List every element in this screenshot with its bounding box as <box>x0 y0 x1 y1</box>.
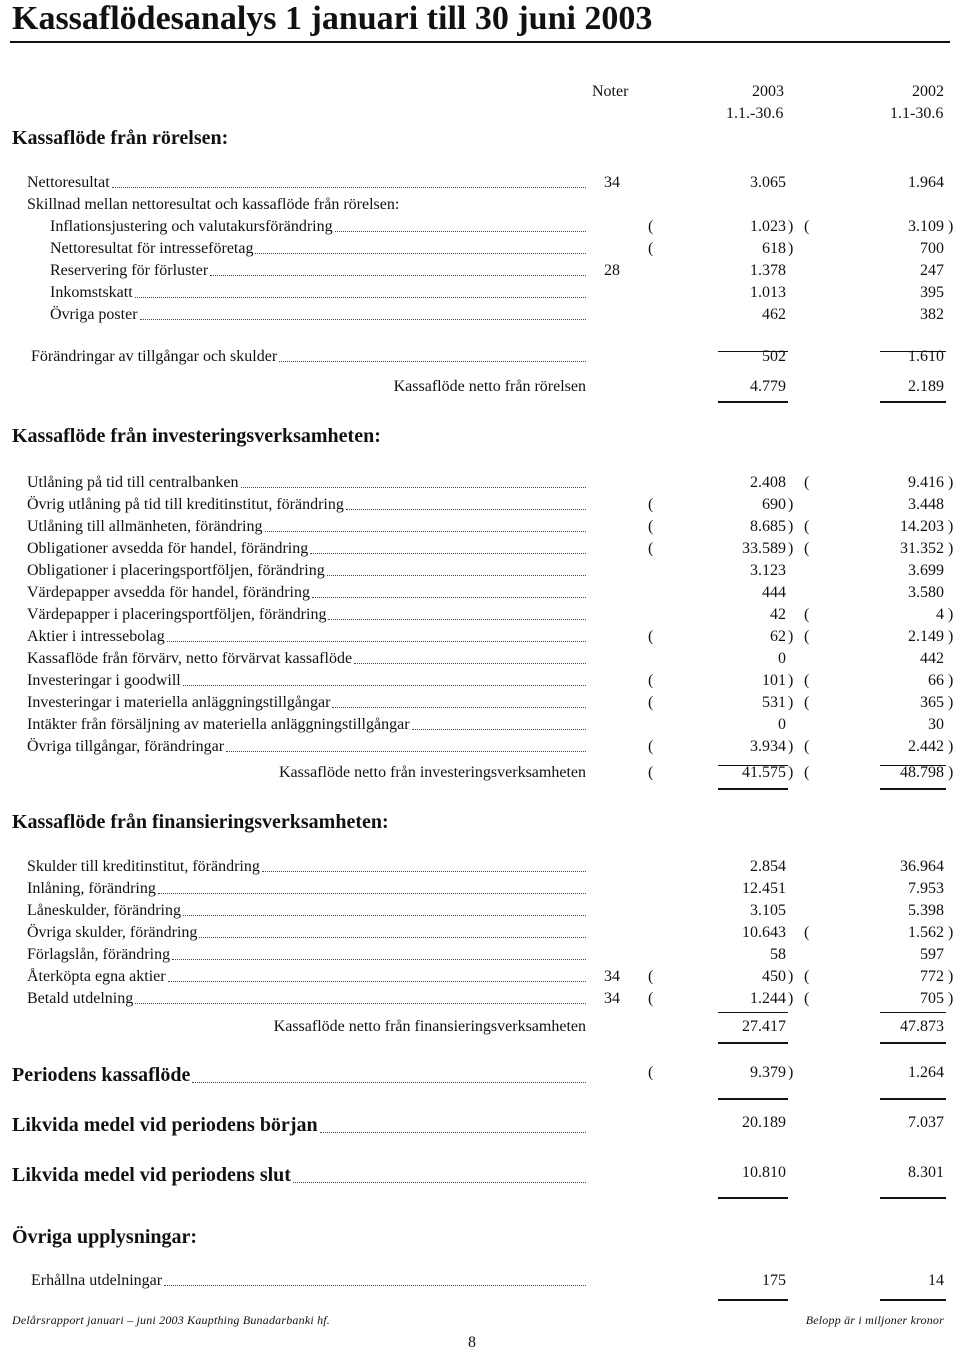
row-label-text: Investeringar i goodwill <box>27 672 181 689</box>
value-2003: 8.685 <box>750 518 786 535</box>
open-paren-2002: ( <box>804 738 810 755</box>
row-label-text: Skulder till kreditinstitut, förändring <box>27 858 260 875</box>
value-2003: 3.065 <box>750 174 786 191</box>
open-paren-2003: ( <box>648 496 654 513</box>
open-paren-2003: ( <box>648 518 654 535</box>
open-paren-2002: ( <box>804 968 810 985</box>
dot-leader <box>262 870 586 872</box>
close-paren-2002: ) <box>948 694 954 711</box>
row-label-text: Kassaflöde netto från rörelsen <box>393 378 586 395</box>
value-2003: 12.451 <box>742 880 786 897</box>
value-2003: 1.378 <box>750 262 786 279</box>
row-label-text: Inflationsjustering och valutakursförändring <box>50 218 333 235</box>
row-label-text: Utlåning på tid till centralbanken <box>27 474 239 491</box>
value-2002: 1.610 <box>908 348 944 365</box>
row-label <box>27 968 586 986</box>
open-paren-2003: ( <box>648 628 654 645</box>
value-2003: 462 <box>762 306 786 323</box>
value-2003: 175 <box>762 1272 786 1289</box>
close-paren-2003: ) <box>788 496 794 513</box>
total-rule-2002 <box>880 1299 946 1301</box>
value-2003: 531 <box>762 694 786 711</box>
value-2003: 2.854 <box>750 858 786 875</box>
value-2003: 1.023 <box>750 218 786 235</box>
total-rule-2002 <box>880 401 946 403</box>
value-2002: 2.149 <box>908 628 944 645</box>
value-2003: 0 <box>778 716 786 733</box>
row-label-text: Utlåning till allmänheten, förändring <box>27 518 263 535</box>
row-label <box>31 348 586 366</box>
dot-leader <box>332 706 586 708</box>
dot-leader <box>199 936 586 938</box>
open-paren-2002: ( <box>804 540 810 557</box>
row-label <box>27 518 586 536</box>
row-label-text: Skillnad mellan nettoresultat och kassaflöde från rörelsen: <box>27 196 400 213</box>
table-row <box>0 306 960 326</box>
dot-leader <box>168 980 586 982</box>
value-2002: 66 <box>928 672 944 689</box>
table-row <box>0 196 960 216</box>
close-paren-2003: ) <box>788 518 794 535</box>
open-paren-2002: ( <box>804 628 810 645</box>
open-paren-2002: ( <box>804 990 810 1007</box>
row-label <box>50 218 586 236</box>
value-2002: 9.416 <box>908 474 944 491</box>
section-heading-operating: Kassaflöde från rörelsen: <box>12 127 229 149</box>
row-label <box>27 716 586 734</box>
table-row <box>0 1164 960 1184</box>
dot-leader <box>226 750 586 752</box>
dot-leader <box>210 274 586 276</box>
row-label <box>50 240 586 258</box>
value-2002: 30 <box>928 716 944 733</box>
row-label-text: Förändringar av tillgångar och skulder <box>31 348 278 365</box>
row-label <box>150 1018 586 1036</box>
row-label-text: Intäkter från försäljning av materiella anläggningstillgångar <box>27 716 410 733</box>
column-header-2002-period: 1.1-30.6 <box>890 105 944 122</box>
total-rule-2003 <box>718 1299 788 1301</box>
page-number: 8 <box>468 1334 476 1351</box>
dot-leader <box>140 318 586 320</box>
column-header-2003-year: 2003 <box>752 83 784 100</box>
table-row <box>0 1272 960 1292</box>
table-row <box>0 902 960 922</box>
table-row <box>0 968 960 988</box>
value-2002: 1.264 <box>908 1064 944 1081</box>
column-header-noter: Noter <box>592 83 629 100</box>
row-label <box>27 880 586 898</box>
open-paren-2003: ( <box>648 694 654 711</box>
value-2003: 41.575 <box>742 764 786 781</box>
close-paren-2002: ) <box>948 474 954 491</box>
table-row <box>0 880 960 900</box>
open-paren-2003: ( <box>648 218 654 235</box>
dot-leader <box>135 1002 586 1004</box>
row-label-text: Nettoresultat <box>27 174 110 191</box>
table-row <box>0 946 960 966</box>
dot-leader <box>335 230 586 232</box>
row-label-text: Återköpta egna aktier <box>27 968 166 985</box>
value-2003: 3.105 <box>750 902 786 919</box>
open-paren-2003: ( <box>648 240 654 257</box>
dot-leader <box>241 486 587 488</box>
dot-leader <box>346 508 586 510</box>
subtotal-rule-2003 <box>718 1012 788 1013</box>
close-paren-2002: ) <box>948 628 954 645</box>
table-row <box>0 628 960 648</box>
open-paren-2002: ( <box>804 764 810 781</box>
total-rule-2003 <box>718 1197 788 1199</box>
value-2003: 1.244 <box>750 990 786 1007</box>
row-label-text: Värdepapper avsedda för handel, förändring <box>27 584 310 601</box>
value-2002: 36.964 <box>900 858 944 875</box>
close-paren-2002: ) <box>948 968 954 985</box>
value-2003: 9.379 <box>750 1064 786 1081</box>
page-title: Kassaflödesanalys 1 januari till 30 juni 2003 <box>12 0 653 37</box>
row-label <box>12 1114 586 1137</box>
value-2003: 0 <box>778 650 786 667</box>
table-row <box>0 1018 960 1038</box>
dot-leader <box>167 640 586 642</box>
row-label <box>12 1164 586 1187</box>
row-label-text: Förlagslån, förändring <box>27 946 171 963</box>
table-row <box>0 218 960 238</box>
open-paren-2002: ( <box>804 474 810 491</box>
note-cell: 34 <box>604 990 620 1007</box>
close-paren-2003: ) <box>788 990 794 1007</box>
value-2002: 14 <box>928 1272 944 1289</box>
close-paren-2003: ) <box>788 628 794 645</box>
row-label <box>27 196 399 214</box>
value-2003: 10.810 <box>742 1164 786 1181</box>
value-2002: 382 <box>920 306 944 323</box>
footer-currency-note: Belopp är i miljoner kronor <box>805 1313 944 1327</box>
value-2002: 47.873 <box>900 1018 944 1035</box>
row-label-text: Likvida medel vid periodens början <box>12 1114 318 1136</box>
row-label <box>27 902 586 920</box>
close-paren-2003: ) <box>788 218 794 235</box>
value-2003: 690 <box>762 496 786 513</box>
section-heading-other: Övriga upplysningar: <box>12 1226 198 1248</box>
table-row <box>0 650 960 670</box>
dot-leader <box>327 574 586 576</box>
row-label-text: Övriga skulder, förändring <box>27 924 198 941</box>
open-paren-2003: ( <box>648 672 654 689</box>
table-row <box>0 738 960 758</box>
value-2003: 42 <box>770 606 786 623</box>
dot-leader <box>192 1081 586 1083</box>
table-row <box>0 378 960 398</box>
table-row <box>0 716 960 736</box>
open-paren-2002: ( <box>804 218 810 235</box>
row-label <box>50 262 586 280</box>
row-label <box>27 540 586 558</box>
row-label <box>31 1272 586 1290</box>
dot-leader <box>412 728 586 730</box>
value-2002: 5.398 <box>908 902 944 919</box>
row-label <box>12 1064 586 1087</box>
open-paren-2003: ( <box>648 990 654 1007</box>
table-row <box>0 672 960 692</box>
row-label <box>27 628 586 646</box>
row-label-text: Erhållna utdelningar <box>31 1272 163 1289</box>
row-label <box>27 946 586 964</box>
table-row <box>0 474 960 494</box>
close-paren-2002: ) <box>948 672 954 689</box>
row-label <box>50 284 586 302</box>
total-rule-2003 <box>718 1042 788 1044</box>
value-2003: 618 <box>762 240 786 257</box>
dot-leader <box>310 552 586 554</box>
total-rule-2002 <box>880 788 946 790</box>
open-paren-2003: ( <box>648 968 654 985</box>
title-underline <box>10 41 950 43</box>
row-label-text: Kassaflöde från förvärv, netto förvärvat kassaflöde <box>27 650 353 667</box>
row-label <box>27 496 586 514</box>
value-2002: 4 <box>936 606 944 623</box>
value-2003: 1.013 <box>750 284 786 301</box>
open-paren-2003: ( <box>648 738 654 755</box>
table-row <box>0 174 960 194</box>
dot-leader <box>135 296 586 298</box>
row-label-text: Periodens kassaflöde <box>12 1064 191 1086</box>
value-2002: 7.037 <box>908 1114 944 1131</box>
value-2002: 31.352 <box>900 540 944 557</box>
total-rule-2002 <box>880 1042 946 1044</box>
close-paren-2002: ) <box>948 540 954 557</box>
row-label <box>27 672 586 690</box>
close-paren-2003: ) <box>788 738 794 755</box>
table-row <box>0 348 960 368</box>
value-2002: 3.580 <box>908 584 944 601</box>
dot-leader <box>183 914 586 916</box>
value-2002: 247 <box>920 262 944 279</box>
value-2002: 700 <box>920 240 944 257</box>
close-paren-2002: ) <box>948 218 954 235</box>
value-2003: 4.779 <box>750 378 786 395</box>
close-paren-2003: ) <box>788 694 794 711</box>
section-heading-investing: Kassaflöde från investeringsverksamheten: <box>12 425 381 447</box>
close-paren-2002: ) <box>948 764 954 781</box>
value-2003: 33.589 <box>742 540 786 557</box>
row-label <box>27 738 586 756</box>
subtotal-rule-2002 <box>880 351 946 352</box>
row-label-text: Obligationer i placeringsportföljen, förändring <box>27 562 325 579</box>
close-paren-2002: ) <box>948 606 954 623</box>
row-label-text: Obligationer avsedda för handel, förändring <box>27 540 309 557</box>
row-label-text: Inlåning, förändring <box>27 880 156 897</box>
row-label <box>27 924 586 942</box>
dot-leader <box>293 1181 586 1183</box>
value-2002: 3.448 <box>908 496 944 513</box>
close-paren-2002: ) <box>948 990 954 1007</box>
table-row <box>0 858 960 878</box>
close-paren-2002: ) <box>948 924 954 941</box>
total-rule-2003 <box>718 788 788 790</box>
table-row <box>0 584 960 604</box>
row-label <box>50 306 586 324</box>
open-paren-2003: ( <box>648 1064 654 1081</box>
value-2003: 58 <box>770 946 786 963</box>
table-row <box>0 518 960 538</box>
dot-leader <box>312 596 586 598</box>
column-header-2002-year: 2002 <box>912 83 944 100</box>
value-2003: 20.189 <box>742 1114 786 1131</box>
row-label-text: Kassaflöde netto från finansieringsverksamheten <box>273 1018 586 1035</box>
close-paren-2003: ) <box>788 540 794 557</box>
open-paren-2002: ( <box>804 924 810 941</box>
value-2002: 395 <box>920 284 944 301</box>
dot-leader <box>354 662 586 664</box>
dot-leader <box>172 958 586 960</box>
value-2002: 365 <box>920 694 944 711</box>
table-row <box>0 540 960 560</box>
value-2002: 14.203 <box>900 518 944 535</box>
value-2003: 10.643 <box>742 924 786 941</box>
row-label <box>27 858 586 876</box>
table-row <box>0 1064 960 1084</box>
total-rule-2002 <box>880 1098 946 1100</box>
row-label-text: Betald utdelning <box>27 990 134 1007</box>
value-2002: 597 <box>920 946 944 963</box>
row-label <box>150 764 586 782</box>
close-paren-2002: ) <box>948 738 954 755</box>
table-row <box>0 924 960 944</box>
table-row <box>0 284 960 304</box>
row-label <box>27 694 586 712</box>
value-2003: 444 <box>762 584 786 601</box>
value-2002: 3.109 <box>908 218 944 235</box>
value-2002: 48.798 <box>900 764 944 781</box>
row-label-text: Kassaflöde netto från investeringsverksamheten <box>278 764 586 781</box>
open-paren-2002: ( <box>804 672 810 689</box>
row-label-text: Övriga poster <box>50 306 138 323</box>
row-label-text: Inkomstskatt <box>50 284 133 301</box>
note-cell: 28 <box>604 262 620 279</box>
dot-leader <box>320 1131 586 1133</box>
value-2003: 101 <box>762 672 786 689</box>
table-row <box>0 562 960 582</box>
row-label <box>150 378 586 396</box>
table-row <box>0 1114 960 1134</box>
table-row <box>0 694 960 714</box>
value-2002: 772 <box>920 968 944 985</box>
open-paren-2002: ( <box>804 694 810 711</box>
value-2003: 27.417 <box>742 1018 786 1035</box>
row-label <box>27 562 586 580</box>
row-label-text: Investeringar i materiella anläggningstillgångar <box>27 694 331 711</box>
row-label <box>27 650 586 668</box>
close-paren-2002: ) <box>948 518 954 535</box>
total-rule-2002 <box>880 1197 946 1199</box>
dot-leader <box>183 684 586 686</box>
row-label-text: Värdepapper i placeringsportföljen, förändring <box>27 606 327 623</box>
row-label-text: Reservering för förluster <box>50 262 209 279</box>
close-paren-2003: ) <box>788 968 794 985</box>
column-header-2003-period: 1.1.-30.6 <box>726 105 784 122</box>
table-row <box>0 990 960 1010</box>
value-2003: 450 <box>762 968 786 985</box>
note-cell: 34 <box>604 174 620 191</box>
open-paren-2003: ( <box>648 540 654 557</box>
subtotal-rule-2003 <box>718 765 788 766</box>
total-rule-2003 <box>718 1098 788 1100</box>
row-label <box>27 606 586 624</box>
row-label-text: Likvida medel vid periodens slut <box>12 1164 291 1186</box>
dot-leader <box>265 530 587 532</box>
row-label <box>27 584 586 602</box>
table-row <box>0 496 960 516</box>
value-2002: 7.953 <box>908 880 944 897</box>
table-row <box>0 240 960 260</box>
value-2003: 3.123 <box>750 562 786 579</box>
dot-leader <box>158 892 586 894</box>
row-label <box>27 174 586 192</box>
section-heading-financing: Kassaflöde från finansieringsverksamheten: <box>12 811 389 833</box>
close-paren-2003: ) <box>788 764 794 781</box>
subtotal-rule-2002 <box>880 765 946 766</box>
close-paren-2003: ) <box>788 672 794 689</box>
table-row <box>0 262 960 282</box>
value-2002: 1.964 <box>908 174 944 191</box>
row-label-text: Nettoresultat för intresseföretag <box>50 240 254 257</box>
value-2003: 502 <box>762 348 786 365</box>
dot-leader <box>279 360 586 362</box>
dot-leader <box>328 618 586 620</box>
open-paren-2002: ( <box>804 518 810 535</box>
row-label <box>27 990 586 1008</box>
table-row <box>0 606 960 626</box>
row-label <box>27 474 586 492</box>
value-2002: 2.442 <box>908 738 944 755</box>
footer-report-name: Delårsrapport januari – juni 2003 Kaupthing Bunadarbanki hf. <box>12 1313 331 1327</box>
open-paren-2002: ( <box>804 606 810 623</box>
value-2002: 3.699 <box>908 562 944 579</box>
note-cell: 34 <box>604 968 620 985</box>
open-paren-2003: ( <box>648 764 654 781</box>
subtotal-rule-2002 <box>880 1012 946 1013</box>
value-2002: 705 <box>920 990 944 1007</box>
value-2002: 1.562 <box>908 924 944 941</box>
total-rule-2003 <box>718 401 788 403</box>
value-2003: 62 <box>770 628 786 645</box>
dot-leader <box>112 186 586 188</box>
dot-leader <box>164 1284 586 1286</box>
value-2002: 442 <box>920 650 944 667</box>
value-2003: 3.934 <box>750 738 786 755</box>
close-paren-2003: ) <box>788 240 794 257</box>
row-label-text: Låneskulder, förändring <box>27 902 181 919</box>
value-2003: 2.408 <box>750 474 786 491</box>
table-row <box>0 764 960 784</box>
value-2002: 8.301 <box>908 1164 944 1181</box>
row-label-text: Övrig utlåning på tid till kreditinstitut, förändring <box>27 496 344 513</box>
subtotal-rule-2003 <box>718 351 788 352</box>
row-label-text: Övriga tillgångar, förändringar <box>27 738 225 755</box>
dot-leader <box>255 252 586 254</box>
value-2002: 2.189 <box>908 378 944 395</box>
row-label-text: Aktier i intressebolag <box>27 628 165 645</box>
close-paren-2003: ) <box>788 1064 794 1081</box>
